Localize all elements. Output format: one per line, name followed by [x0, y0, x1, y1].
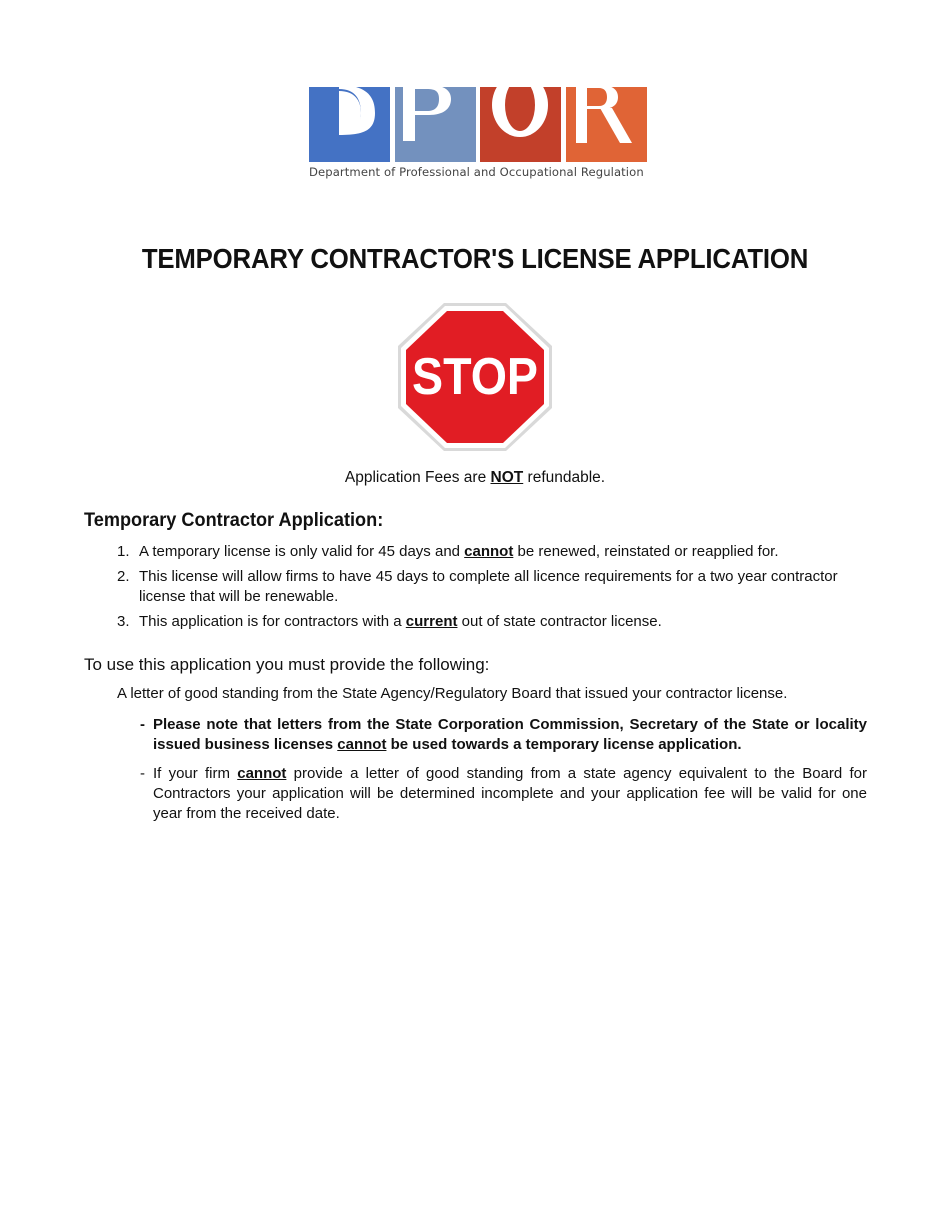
stop-sign-text: STOP	[412, 348, 538, 406]
note-emphasis: cannot	[337, 736, 387, 753]
list-item-text: be renewed, reinstated or reapplied for.	[517, 543, 779, 560]
section-heading: Temporary Contractor Application:	[84, 509, 384, 531]
note-text: be used towards a temporary license application.	[390, 736, 742, 753]
logo-block-d	[309, 87, 390, 162]
list-item-emphasis: current	[405, 613, 458, 630]
list-item-number: 1.	[117, 543, 130, 560]
fees-note-emphasis: NOT	[490, 469, 524, 486]
list-item-emphasis: cannot	[464, 543, 514, 560]
note-text: provide a letter of good standing from a state agency equivalent to the Board for Contractors your application will be determined incomplete and your application fee will be valid for one year from the received date.	[153, 765, 867, 822]
logo-subtitle: Department of Professional and Occupational Regulation	[309, 165, 644, 179]
note-text: Please note that letters from the State Corporation Commission, Secretary of the State or locality issued business licenses	[153, 716, 867, 753]
logo-blocks	[309, 87, 642, 162]
note-dash: -	[140, 716, 145, 733]
list-item	[117, 567, 869, 607]
dpor-logo	[309, 87, 642, 183]
note-item	[140, 715, 867, 755]
stop-sign-icon	[397, 302, 553, 452]
fees-note	[0, 469, 950, 487]
list-item	[117, 612, 869, 632]
notes-list	[140, 715, 867, 833]
list-item-text: This application is for contractors with a	[139, 613, 402, 630]
note-text: If your firm	[153, 765, 230, 782]
logo-block-p	[395, 87, 476, 162]
page-title: TEMPORARY CONTRACTOR'S LICENSE APPLICATION	[141, 243, 809, 274]
list-item-number: 3.	[117, 613, 130, 630]
note-emphasis: cannot	[237, 765, 287, 782]
requirements-list	[117, 542, 869, 637]
list-item-text: A temporary license is only valid for 45 days and	[139, 543, 460, 560]
logo-block-r	[566, 87, 647, 162]
list-item-number: 2.	[117, 568, 130, 585]
list-item	[117, 542, 869, 562]
logo-block-o	[480, 87, 561, 162]
fees-note-post: refundable.	[527, 469, 606, 486]
provide-intro: To use this application you must provide the following:	[84, 655, 490, 674]
note-dash: -	[140, 765, 145, 782]
fees-note-pre: Application Fees are	[344, 469, 487, 486]
list-item-text: This license will allow firms to have 45 days to complete all licence requirements for a two year contractor license that will be renewable.	[139, 568, 838, 605]
list-item-text: out of state contractor license.	[461, 613, 662, 630]
note-item	[140, 764, 867, 824]
letter-requirement: A letter of good standing from the State Agency/Regulatory Board that issued your contractor license.	[117, 685, 788, 702]
